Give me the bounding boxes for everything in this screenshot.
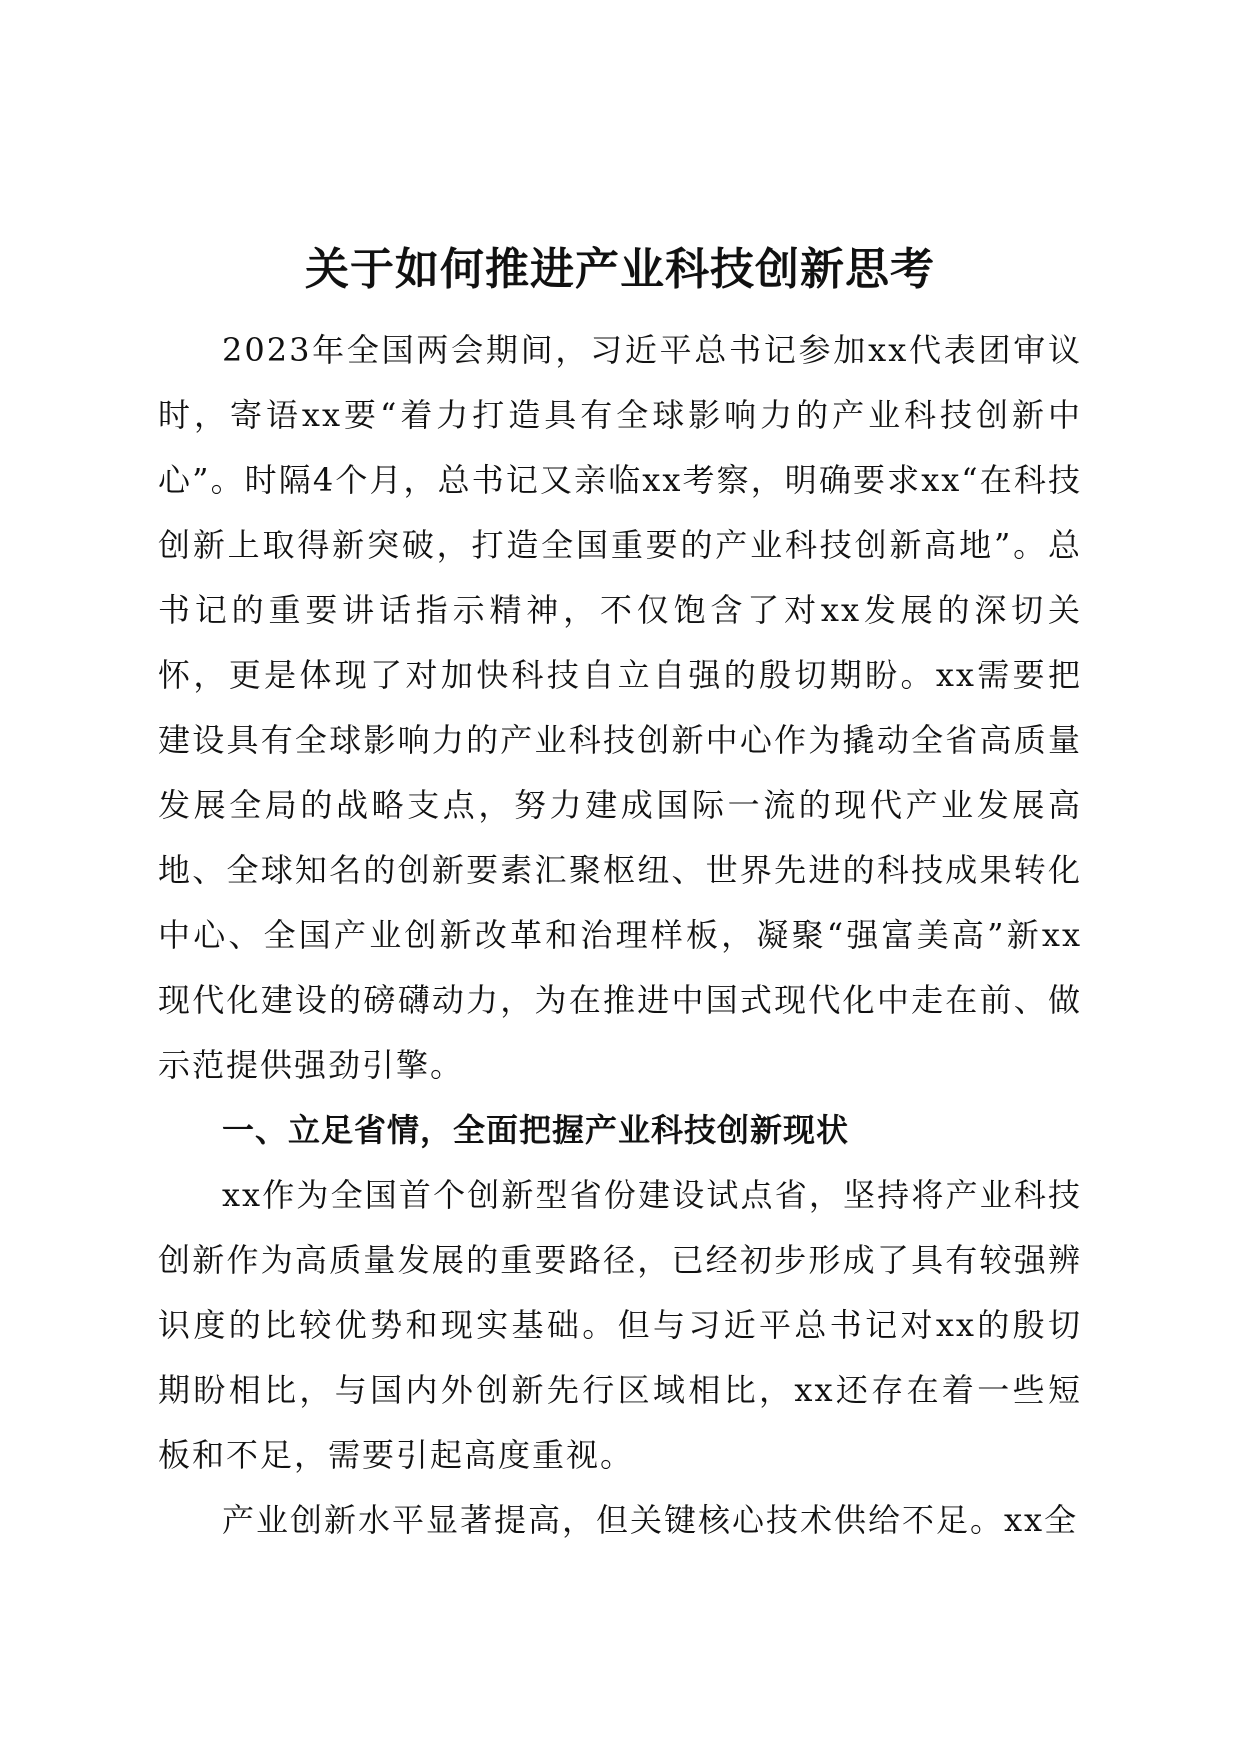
- section-heading: 一、立足省情，全面把握产业科技创新现状: [222, 1111, 850, 1149]
- document-title: 关于如何推进产业科技创新思考: [305, 244, 935, 295]
- intro-paragraph: 2023年全国两会期间，习近平总书记参加xx代表团审议时，寄语xx要“着力打造具有全球影响力的产业科技创新中心”。时隔4个月，总书记又亲临xx考察，明确要求xx“在科技创新上取得新突破，打造全国重要的产业科技创新高地”。总书记的重要讲话指示精神，不仅饱含了对xx发展的深切关怀，更是体现了对加快科技自立自强的殷切期盼。xx需要把建设具有全球影响力的产业科技创新中心作为撬动全省高质量发展全局的战略支点，努力建成国际一流的现代产业发展高地、全球知名的创新要素汇聚枢纽、世界先进的科技成果转化中心、全国产业创新改革和治理样板，凝聚“强富美高”新xx现代化建设的磅礴动力，为在推进中国式现代化中走在前、做示范提供强劲引擎。: [158, 331, 1082, 1084]
- section-paragraph-2: 产业创新水平显著提高，但关键核心技术供给不足。xx全: [222, 1501, 1079, 1539]
- section-paragraph-1: xx作为全国首个创新型省份建设试点省，坚持将产业科技创新作为高质量发展的重要路径，已经初步形成了具有较强辨识度的比较优势和现实基础。但与习近平总书记对xx的殷切期盼相比，与国内外创新先行区域相比，xx还存在着一些短板和不足，需要引起高度重视。: [158, 1176, 1082, 1474]
- document-body: [158, 318, 1082, 1553]
